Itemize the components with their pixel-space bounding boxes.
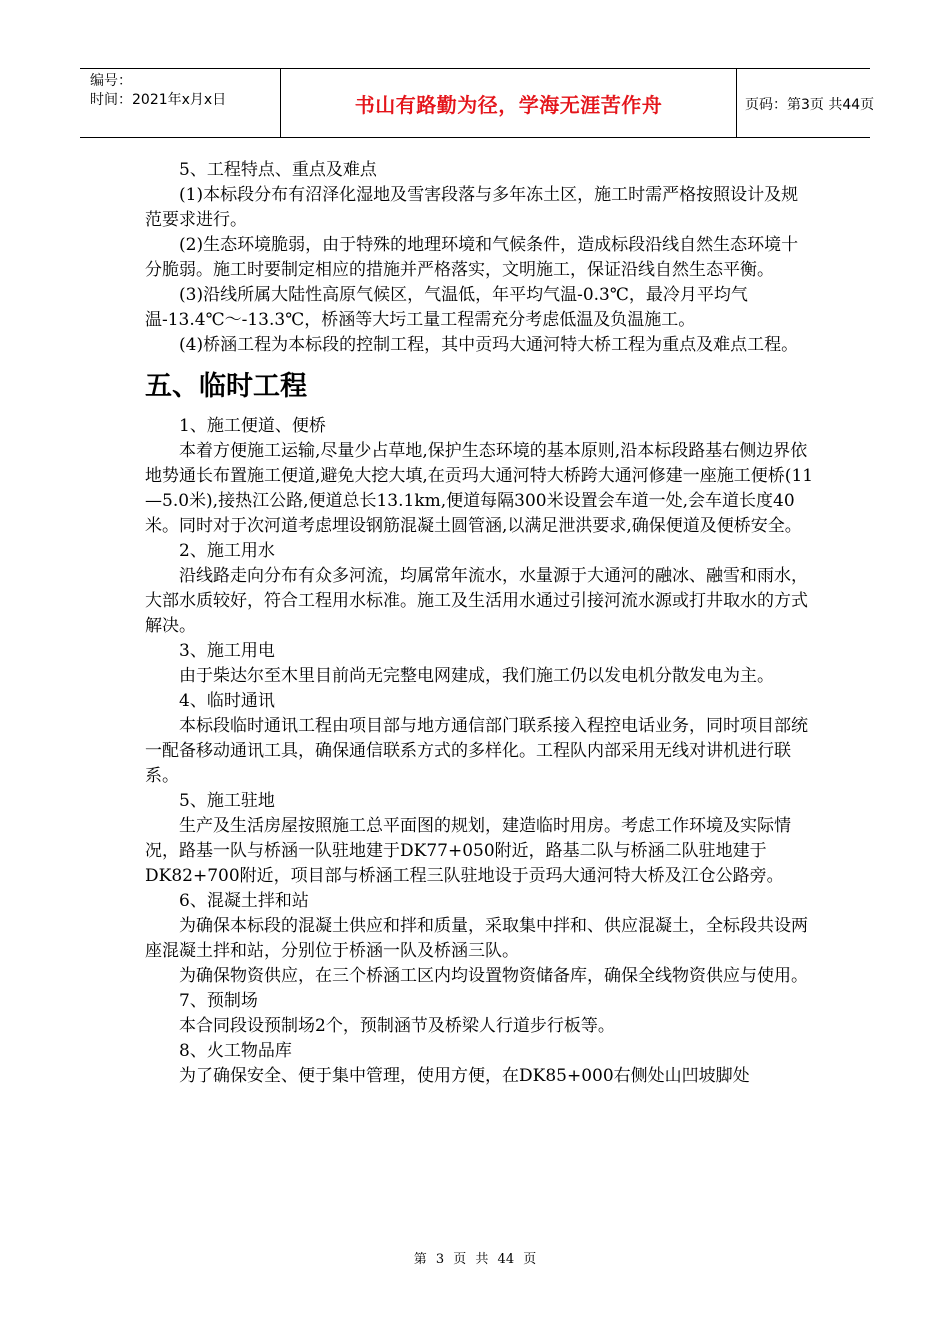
body-paragraph: 为确保本标段的混凝土供应和拌和质量，采取集中拌和、供应混凝土，全标段共设两座混凝土拌和站，分别位于桥涵一队及桥涵三队。	[145, 916, 808, 961]
subsection-heading: 1、施工便道、便桥	[179, 416, 326, 436]
page-header	[80, 68, 875, 138]
body-paragraph: (4)桥涵工程为本标段的控制工程，其中贡玛大通河特大桥工程为重点及难点工程。	[179, 335, 799, 355]
header-motto-cell	[280, 69, 737, 137]
body-paragraph: 沿线路走向分布有众多河流，均属常年流水，水量源于大通河的融冰、融雪和雨水，大部水质较好，符合工程用水标准。施工及生活用水通过引接河流水源或打井取水的方式解决。	[145, 566, 808, 636]
subsection-heading: 5、工程特点、重点及难点	[179, 160, 377, 180]
body-paragraph: (3)沿线所属大陆性高原气候区，气温低，年平均气温-0.3℃，最冷月平均气温-13.4℃～-13.3℃，桥涵等大圬工量工程需充分考虑低温及负温施工。	[145, 285, 748, 330]
page-footer: 第 3 页 共 44 页	[413, 1252, 537, 1267]
subsection-heading: 4、临时通讯	[179, 691, 275, 711]
body-paragraph: (1)本标段分布有沼泽化湿地及雪害段落与多年冻土区，施工时需严格按照设计及规范要求进行。	[145, 185, 799, 230]
document-body	[145, 158, 815, 1089]
subsection-heading: 3、施工用电	[179, 641, 275, 661]
document-date-label: 时间：2021年x月x日	[90, 92, 227, 108]
header-page-number: 页码：第3页 共44页	[745, 97, 875, 113]
header-motto: 书山有路勤为径，学海无涯苦作舟	[354, 93, 663, 117]
body-paragraph: (2)生态环境脆弱，由于特殊的地理环境和气候条件，造成标段沿线自然生态环境十分脆弱。施工时要制定相应的措施并严格落实，文明施工，保证沿线自然生态平衡。	[145, 235, 799, 280]
body-paragraph: 本合同段设预制场2个，预制涵节及桥梁人行道步行板等。	[179, 1016, 615, 1036]
subsection-heading: 2、施工用水	[179, 541, 275, 561]
subsection-heading: 6、混凝土拌和站	[179, 891, 309, 911]
body-paragraph: 为了确保安全、便于集中管理，使用方便，在DK85+000右侧处山凹坡脚处	[179, 1066, 750, 1086]
subsection-heading: 5、施工驻地	[179, 791, 275, 811]
body-paragraph: 本标段临时通讯工程由项目部与地方通信部门联系接入程控电话业务，同时项目部统一配备移动通讯工具，确保通信联系方式的多样化。工程队内部采用无线对讲机进行联系。	[145, 716, 808, 786]
document-number-label: 编号：	[90, 73, 132, 89]
subsection-heading: 8、火工物品库	[179, 1041, 292, 1061]
section-heading: 五、临时工程	[145, 371, 307, 402]
header-page-cell	[736, 69, 875, 137]
subsection-heading: 7、预制场	[179, 991, 258, 1011]
body-paragraph: 生产及生活房屋按照施工总平面图的规划，建造临时用房。考虑工作环境及实际情况，路基一队与桥涵一队驻地建于DK77+050附近，路基二队与桥涵二队驻地建于DK82+700附近，项目部与桥涵工程三队驻地设于贡玛大通河特大桥及江仓公路旁。	[145, 816, 791, 886]
header-info-cell	[80, 69, 280, 137]
body-paragraph: 本着方便施工运输,尽量少占草地,保护生态环境的基本原则,沿本标段路基右侧边界依地势通长布置施工便道,避免大挖大填,在贡玛大通河特大桥跨大通河修建一座施工便桥(11—5.0米),接热江公路,便道总长13.1km,便道每隔300米设置会车道一处,会车道长度40米。同时对于次河道考虑埋设钢筋混凝土圆管涵,以满足泄洪要求,确保便道及便桥安全。	[145, 441, 814, 536]
body-paragraph: 由于柴达尔至木里目前尚无完整电网建成，我们施工仍以发电机分散发电为主。	[179, 666, 774, 686]
body-paragraph: 为确保物资供应，在三个桥涵工区内均设置物资储备库，确保全线物资供应与使用。	[179, 966, 808, 986]
